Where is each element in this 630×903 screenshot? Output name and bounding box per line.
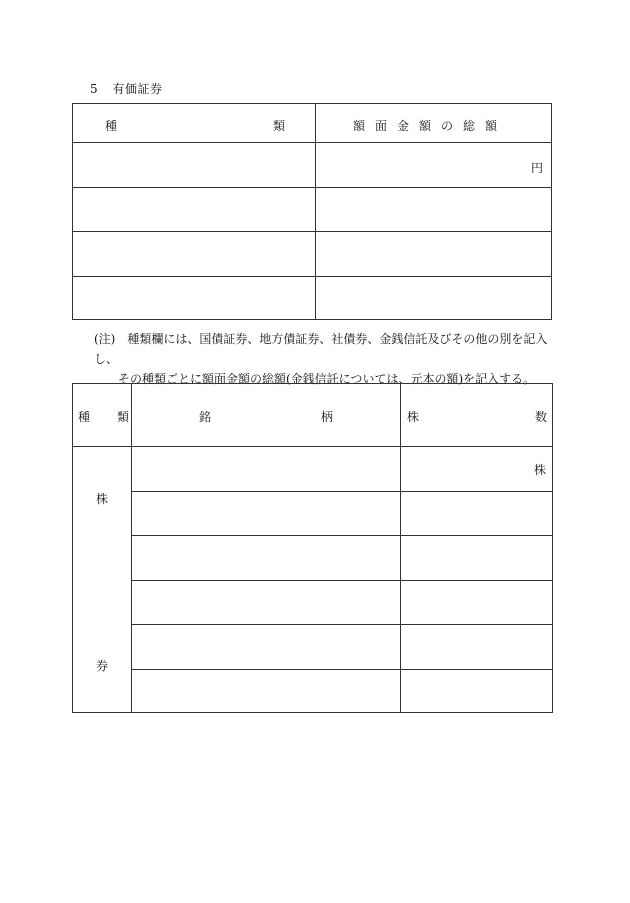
shares-cell-2[interactable]	[401, 492, 552, 535]
securities-amount-table	[72, 103, 552, 320]
brand-cell-4[interactable]	[132, 581, 399, 624]
shares-cell-4[interactable]	[401, 581, 552, 624]
unit-shares: 株	[534, 463, 547, 477]
brand-cell-2[interactable]	[132, 492, 399, 535]
shares-cell-5[interactable]	[401, 625, 552, 669]
kind-cell-2[interactable]	[73, 188, 314, 231]
kind-cell-4[interactable]	[73, 277, 314, 319]
header-kind	[105, 117, 285, 134]
section-title: 有価証券	[112, 82, 163, 96]
brand-cell-6[interactable]	[132, 670, 399, 712]
brand-cell-1[interactable]	[132, 447, 399, 491]
shares-cell-6[interactable]	[401, 670, 552, 712]
brand-cell-5[interactable]	[132, 625, 399, 669]
header-kind-right: 類	[272, 119, 285, 133]
table-note	[94, 329, 554, 389]
amount-cell-1[interactable]	[316, 143, 551, 187]
kind-cell-3[interactable]	[73, 232, 314, 276]
unit-yen: 円	[530, 161, 543, 175]
note-line-2: その種類ごとに額面金額の総額(金銭信託については、元本の額)を記入する。	[118, 372, 536, 386]
header-face-amount: 額面金額の総額	[353, 119, 508, 133]
amount-cell-4[interactable]	[316, 277, 551, 319]
header-brand-left: 銘	[199, 410, 212, 424]
shares-cell-1[interactable]	[401, 447, 552, 491]
amount-cell-2[interactable]	[316, 188, 551, 231]
kind-stock-bottom: 券	[96, 659, 109, 673]
header-shares-right: 数	[535, 410, 548, 424]
header-kind-left: 種	[78, 410, 91, 424]
shares-cell-3[interactable]	[401, 536, 552, 580]
note-line-1: (注) 種類欄には、国債証券、地方債証券、社債券、金銭信託及びその他の別を記入し、	[94, 332, 548, 366]
header-kind-right: 類	[117, 410, 130, 424]
section-number: 5	[90, 82, 99, 96]
header-shares-left: 株	[407, 410, 420, 424]
amount-cell-3[interactable]	[316, 232, 551, 276]
kind-cell-1[interactable]	[73, 143, 314, 187]
section-heading	[90, 80, 162, 97]
header-kind-left: 種	[105, 119, 118, 133]
stock-table	[72, 383, 553, 713]
kind-stock-top: 株	[96, 492, 109, 506]
header-brand-right: 柄	[321, 410, 334, 424]
brand-cell-3[interactable]	[132, 536, 399, 580]
